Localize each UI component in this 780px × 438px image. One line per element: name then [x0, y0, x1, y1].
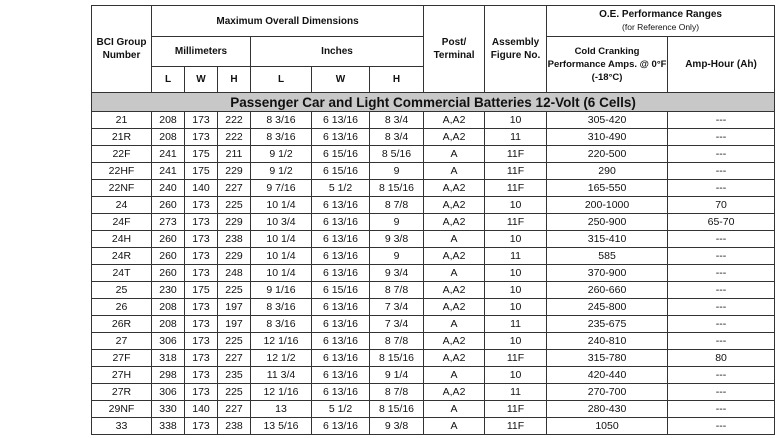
cell-post: A,A2	[424, 248, 485, 265]
cell-cca: 240-810	[547, 333, 668, 350]
cell-mm-h: 227	[218, 401, 251, 418]
cell-cca: 370-900	[547, 265, 668, 282]
cell-post: A	[424, 316, 485, 333]
cell-in-l: 9 1/2	[251, 146, 312, 163]
cell-mm-l: 241	[152, 146, 185, 163]
table-row	[92, 333, 775, 350]
cell-mm-w: 173	[185, 112, 218, 129]
cell-in-w: 6 13/16	[312, 299, 370, 316]
cell-mm-l: 208	[152, 299, 185, 316]
cell-in-w: 6 13/16	[312, 418, 370, 435]
cell-ah: ---	[668, 401, 775, 418]
cell-mm-h: 197	[218, 316, 251, 333]
cell-mm-l: 240	[152, 180, 185, 197]
cell-in-l: 12 1/16	[251, 384, 312, 401]
cell-mm-l: 260	[152, 248, 185, 265]
cell-group: 22F	[92, 146, 152, 163]
cell-mm-w: 173	[185, 248, 218, 265]
cell-in-w: 6 13/16	[312, 231, 370, 248]
cell-mm-w: 173	[185, 333, 218, 350]
battery-spec-table	[91, 5, 775, 435]
table-row	[92, 384, 775, 401]
cell-mm-w: 173	[185, 231, 218, 248]
cell-post: A	[424, 231, 485, 248]
table-row	[92, 248, 775, 265]
cell-in-h: 9	[370, 163, 424, 180]
cell-ah: ---	[668, 248, 775, 265]
cell-mm-w: 173	[185, 265, 218, 282]
cell-ah: ---	[668, 265, 775, 282]
cell-mm-h: 227	[218, 350, 251, 367]
cell-mm-h: 248	[218, 265, 251, 282]
header-oe-ranges	[547, 6, 775, 37]
cell-assembly: 10	[485, 112, 547, 129]
cell-group: 21	[92, 112, 152, 129]
header-post-terminal: Post/ Terminal	[424, 6, 485, 93]
cell-in-l: 13 5/16	[251, 418, 312, 435]
cell-post: A	[424, 418, 485, 435]
table-row	[92, 418, 775, 435]
cell-group: 29NF	[92, 401, 152, 418]
header-in-l: L	[251, 67, 312, 93]
cell-post: A,A2	[424, 197, 485, 214]
cell-mm-w: 140	[185, 401, 218, 418]
cell-group: 27R	[92, 384, 152, 401]
cell-mm-h: 229	[218, 163, 251, 180]
header-mm-w: W	[185, 67, 218, 93]
cell-mm-h: 229	[218, 214, 251, 231]
cell-mm-h: 197	[218, 299, 251, 316]
cell-assembly: 10	[485, 197, 547, 214]
cell-mm-w: 175	[185, 163, 218, 180]
cell-in-h: 8 15/16	[370, 401, 424, 418]
cell-cca: 260-660	[547, 282, 668, 299]
cell-mm-h: 222	[218, 112, 251, 129]
cell-in-h: 8 15/16	[370, 180, 424, 197]
cell-in-l: 8 3/16	[251, 299, 312, 316]
table-row	[92, 316, 775, 333]
cell-in-l: 10 1/4	[251, 231, 312, 248]
header-mm-l: L	[152, 67, 185, 93]
cell-in-h: 8 5/16	[370, 146, 424, 163]
cell-ah: ---	[668, 282, 775, 299]
cell-assembly: 11F	[485, 418, 547, 435]
section-title: Passenger Car and Light Commercial Batteries 12-Volt (6 Cells)	[92, 93, 775, 112]
cell-mm-w: 175	[185, 146, 218, 163]
cell-mm-w: 173	[185, 299, 218, 316]
cell-in-l: 11 3/4	[251, 367, 312, 384]
header-in-w: W	[312, 67, 370, 93]
cell-in-l: 12 1/16	[251, 333, 312, 350]
cell-mm-w: 173	[185, 214, 218, 231]
cell-cca: 585	[547, 248, 668, 265]
cell-in-w: 6 13/16	[312, 197, 370, 214]
table-row	[92, 112, 775, 129]
cell-in-l: 10 1/4	[251, 197, 312, 214]
cell-group: 33	[92, 418, 152, 435]
cell-group: 27H	[92, 367, 152, 384]
cell-post: A	[424, 367, 485, 384]
cell-group: 24	[92, 197, 152, 214]
cell-in-l: 9 1/2	[251, 163, 312, 180]
cell-mm-h: 225	[218, 384, 251, 401]
cell-group: 22HF	[92, 163, 152, 180]
header-assembly-figure: Assembly Figure No.	[485, 6, 547, 93]
cell-post: A,A2	[424, 350, 485, 367]
cell-cca: 235-675	[547, 316, 668, 333]
header-bci-group: BCI Group Number	[92, 6, 152, 93]
cell-assembly: 10	[485, 231, 547, 248]
cell-in-l: 10 1/4	[251, 248, 312, 265]
header-millimeters: Millimeters	[152, 37, 251, 67]
cell-in-l: 13	[251, 401, 312, 418]
header-inches: Inches	[251, 37, 424, 67]
cell-post: A	[424, 401, 485, 418]
cell-ah: ---	[668, 129, 775, 146]
cell-assembly: 11F	[485, 214, 547, 231]
cell-cca: 315-410	[547, 231, 668, 248]
cell-in-w: 6 13/16	[312, 112, 370, 129]
cell-assembly: 11F	[485, 146, 547, 163]
cell-mm-l: 306	[152, 333, 185, 350]
cell-mm-w: 173	[185, 384, 218, 401]
cell-post: A	[424, 265, 485, 282]
cell-mm-w: 173	[185, 316, 218, 333]
cell-ah: ---	[668, 231, 775, 248]
table-row	[92, 163, 775, 180]
cell-cca: 420-440	[547, 367, 668, 384]
oe-subtitle: (for Reference Only)	[622, 22, 700, 32]
cell-ah: ---	[668, 112, 775, 129]
cell-group: 21R	[92, 129, 152, 146]
cell-mm-w: 175	[185, 282, 218, 299]
cell-assembly: 10	[485, 333, 547, 350]
cell-in-h: 8 3/4	[370, 129, 424, 146]
cell-mm-w: 173	[185, 350, 218, 367]
cell-mm-w: 140	[185, 180, 218, 197]
cell-in-l: 8 3/16	[251, 112, 312, 129]
table-row	[92, 197, 775, 214]
cell-in-h: 8 3/4	[370, 112, 424, 129]
cell-mm-l: 230	[152, 282, 185, 299]
cell-assembly: 11F	[485, 401, 547, 418]
cell-in-w: 6 13/16	[312, 265, 370, 282]
table-row	[92, 299, 775, 316]
cell-mm-h: 222	[218, 129, 251, 146]
cell-in-w: 6 13/16	[312, 248, 370, 265]
cell-in-w: 6 13/16	[312, 129, 370, 146]
cell-in-h: 8 7/8	[370, 197, 424, 214]
cell-group: 24H	[92, 231, 152, 248]
cell-mm-w: 173	[185, 129, 218, 146]
header-max-dimensions: Maximum Overall Dimensions	[152, 6, 424, 37]
cell-mm-l: 208	[152, 112, 185, 129]
cell-in-w: 6 15/16	[312, 282, 370, 299]
table-row	[92, 265, 775, 282]
cell-in-h: 9 3/8	[370, 231, 424, 248]
cell-mm-l: 260	[152, 265, 185, 282]
cell-in-w: 6 15/16	[312, 146, 370, 163]
cell-group: 24T	[92, 265, 152, 282]
cell-ah: 80	[668, 350, 775, 367]
table-row	[92, 146, 775, 163]
cell-mm-h: 238	[218, 231, 251, 248]
cell-post: A,A2	[424, 384, 485, 401]
cell-cca: 1050	[547, 418, 668, 435]
cell-ah: ---	[668, 418, 775, 435]
cell-mm-l: 338	[152, 418, 185, 435]
cell-ah: 70	[668, 197, 775, 214]
cell-assembly: 11F	[485, 350, 547, 367]
cell-mm-l: 330	[152, 401, 185, 418]
cell-mm-l: 241	[152, 163, 185, 180]
cell-post: A	[424, 163, 485, 180]
cell-cca: 220-500	[547, 146, 668, 163]
cell-cca: 245-800	[547, 299, 668, 316]
cell-group: 26	[92, 299, 152, 316]
cell-in-h: 9 3/8	[370, 418, 424, 435]
cell-in-h: 8 15/16	[370, 350, 424, 367]
cell-post: A,A2	[424, 299, 485, 316]
header-mm-h: H	[218, 67, 251, 93]
cell-mm-h: 225	[218, 282, 251, 299]
cell-assembly: 11	[485, 248, 547, 265]
cell-cca: 270-700	[547, 384, 668, 401]
cell-cca: 290	[547, 163, 668, 180]
cell-ah: ---	[668, 333, 775, 350]
cell-in-h: 9 3/4	[370, 265, 424, 282]
cell-ah: ---	[668, 299, 775, 316]
table-row	[92, 401, 775, 418]
cell-in-w: 6 13/16	[312, 333, 370, 350]
cell-in-l: 9 7/16	[251, 180, 312, 197]
header-in-h: H	[370, 67, 424, 93]
cell-cca: 310-490	[547, 129, 668, 146]
cell-in-h: 9	[370, 248, 424, 265]
cell-in-l: 8 3/16	[251, 129, 312, 146]
cell-cca: 315-780	[547, 350, 668, 367]
cell-mm-l: 208	[152, 129, 185, 146]
cell-assembly: 11F	[485, 180, 547, 197]
cell-in-w: 5 1/2	[312, 401, 370, 418]
cell-ah: ---	[668, 146, 775, 163]
cell-post: A,A2	[424, 333, 485, 350]
cell-mm-h: 225	[218, 333, 251, 350]
table-row	[92, 350, 775, 367]
cell-ah: ---	[668, 180, 775, 197]
cell-group: 22NF	[92, 180, 152, 197]
cell-ah: ---	[668, 163, 775, 180]
cell-cca: 200-1000	[547, 197, 668, 214]
cell-mm-l: 298	[152, 367, 185, 384]
cell-post: A	[424, 146, 485, 163]
table-row	[92, 180, 775, 197]
cell-in-h: 9	[370, 214, 424, 231]
cell-mm-l: 260	[152, 197, 185, 214]
table-row	[92, 367, 775, 384]
table-row	[92, 231, 775, 248]
cell-assembly: 11	[485, 384, 547, 401]
cell-assembly: 10	[485, 367, 547, 384]
cell-mm-l: 260	[152, 231, 185, 248]
cell-cca: 250-900	[547, 214, 668, 231]
cell-ah: ---	[668, 316, 775, 333]
cell-mm-l: 273	[152, 214, 185, 231]
cell-assembly: 10	[485, 299, 547, 316]
cell-mm-h: 227	[218, 180, 251, 197]
cell-in-w: 6 13/16	[312, 214, 370, 231]
cell-mm-h: 229	[218, 248, 251, 265]
cell-assembly: 11F	[485, 163, 547, 180]
cell-group: 25	[92, 282, 152, 299]
cell-mm-h: 238	[218, 418, 251, 435]
cell-assembly: 11	[485, 129, 547, 146]
cell-ah: ---	[668, 367, 775, 384]
cell-cca: 165-550	[547, 180, 668, 197]
cell-in-l: 10 1/4	[251, 265, 312, 282]
cell-group: 27	[92, 333, 152, 350]
cell-in-h: 9 1/4	[370, 367, 424, 384]
cell-in-w: 6 15/16	[312, 163, 370, 180]
cell-in-h: 7 3/4	[370, 299, 424, 316]
cell-in-w: 5 1/2	[312, 180, 370, 197]
cell-mm-w: 173	[185, 367, 218, 384]
cell-ah: 65-70	[668, 214, 775, 231]
cell-in-w: 6 13/16	[312, 316, 370, 333]
cell-group: 26R	[92, 316, 152, 333]
cell-mm-w: 173	[185, 418, 218, 435]
cell-in-l: 8 3/16	[251, 316, 312, 333]
table-row	[92, 282, 775, 299]
cell-mm-l: 208	[152, 316, 185, 333]
cell-assembly: 10	[485, 265, 547, 282]
cell-ah: ---	[668, 384, 775, 401]
cell-in-l: 9 1/16	[251, 282, 312, 299]
cell-mm-l: 318	[152, 350, 185, 367]
cell-in-h: 8 7/8	[370, 282, 424, 299]
cell-post: A,A2	[424, 214, 485, 231]
cell-post: A,A2	[424, 112, 485, 129]
cell-mm-h: 235	[218, 367, 251, 384]
cell-group: 24F	[92, 214, 152, 231]
cell-cca: 305-420	[547, 112, 668, 129]
cell-mm-h: 211	[218, 146, 251, 163]
cell-cca: 280-430	[547, 401, 668, 418]
cell-post: A,A2	[424, 180, 485, 197]
cell-mm-w: 173	[185, 197, 218, 214]
cell-in-w: 6 13/16	[312, 367, 370, 384]
cell-mm-h: 225	[218, 197, 251, 214]
table-row	[92, 214, 775, 231]
table-row	[92, 129, 775, 146]
cell-in-l: 10 3/4	[251, 214, 312, 231]
cell-in-h: 8 7/8	[370, 384, 424, 401]
cell-assembly: 11	[485, 316, 547, 333]
cell-in-h: 7 3/4	[370, 316, 424, 333]
cell-group: 27F	[92, 350, 152, 367]
cell-in-w: 6 13/16	[312, 384, 370, 401]
cell-assembly: 10	[485, 282, 547, 299]
cell-post: A,A2	[424, 282, 485, 299]
cell-mm-l: 306	[152, 384, 185, 401]
cell-group: 24R	[92, 248, 152, 265]
cell-in-l: 12 1/2	[251, 350, 312, 367]
header-amp-hour: Amp-Hour (Ah)	[668, 37, 775, 93]
header-cold-cranking: Cold Cranking Performance Amps. @ 0°F (-18°C)	[547, 37, 668, 93]
cell-in-h: 8 7/8	[370, 333, 424, 350]
cell-post: A,A2	[424, 129, 485, 146]
cell-in-w: 6 13/16	[312, 350, 370, 367]
oe-title: O.E. Performance Ranges	[599, 9, 722, 20]
